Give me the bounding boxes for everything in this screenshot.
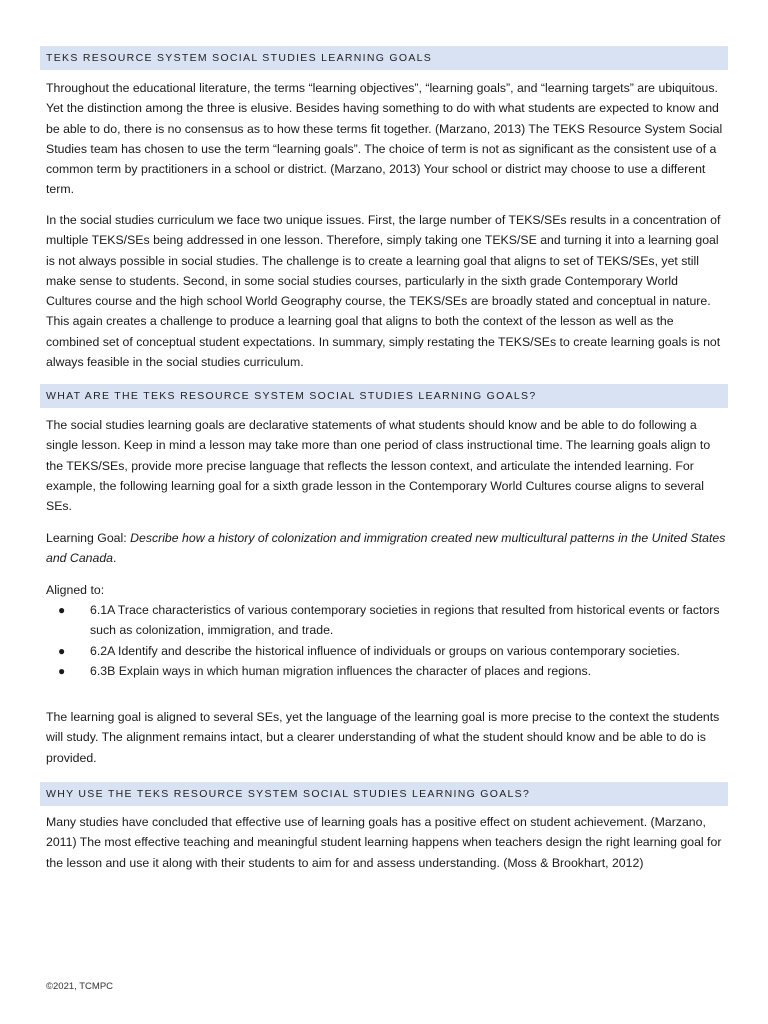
learning-goal-text: Describe how a history of colonization and immigration created new multicultural patterns in the United States and Canada — [46, 531, 726, 566]
paragraph-unique-issues: In the social studies curriculum we face two unique issues. First, the large number of TEKS/SEs results in a concentration of multiple TEKS/SEs being addressed in one lesson. Therefore, simply taking one TEKS/SE and turning it into a learning goal is not always possible in social studies. The challenge is to create a learning goal that aligns to set of TEKS/SEs, yet still make sense to students. Second, in some social studies courses, particularly in the sixth grade Contemporary World Cultures course and the high school World Geography course, the TEKS/SEs are broadly stated and conceptual in nature. This again creates a challenge to produce a learning goal that aligns to both the context of the lesson as well as the combined set of conceptual student expectations. In summary, simply restating the TEKS/SEs to create learning goals is not always feasible in the social studies curriculum. — [46, 213, 721, 370]
list-item — [46, 600, 726, 641]
aligned-se-list — [46, 600, 726, 681]
learning-goal-label: Learning Goal: — [46, 531, 127, 545]
aligned-se-text: 6.2A Identify and describe the historical influence of individuals or groups on various contemporary societies. — [90, 643, 680, 658]
section-heading-why-use: WHY USE THE TEKS RESOURCE SYSTEM SOCIAL STUDIES LEARNING GOALS? — [40, 782, 728, 806]
list-item — [46, 641, 726, 661]
aligned-to-label: Aligned to: — [46, 583, 105, 597]
section-heading-what-are: WHAT ARE THE TEKS RESOURCE SYSTEM SOCIAL STUDIES LEARNING GOALS? — [40, 384, 728, 408]
copyright-footer: ©2021, TCMPC — [46, 981, 114, 992]
section-heading-learning-goals: TEKS RESOURCE SYSTEM SOCIAL STUDIES LEARNING GOALS — [40, 46, 728, 70]
paragraph-terminology: Throughout the educational literature, the terms “learning objectives”, “learning goals”, and “learning targets” are ubiquitous. Yet the distinction among the three is elusive. Besides having something to do with what students are expected to know and be able to do, there is no consensus as to how these terms fit together. (Marzano, 2013) The TEKS Resource System Social Studies team has chosen to use the term “learning goals”. The choice of term is not as significant as the consistent use of a common term by practitioners in a school or district. (Marzano, 2013) Your school or district may choose to use a different term. — [46, 81, 723, 197]
bullet-icon: ● — [58, 603, 66, 617]
paragraph-why-use: Many studies have concluded that effective use of learning goals has a positive effect on student achievement. (Marzano, 2011) The most effective teaching and meaningful student learning happens when teachers design the right learning goal for the lesson and use it along with their students to aim for and assess understanding. (Moss & Brookhart, 2012) — [46, 815, 722, 870]
bullet-icon: ● — [58, 643, 66, 658]
learning-goal-period: . — [113, 551, 117, 566]
learning-goal-example — [46, 528, 726, 569]
aligned-se-text: 6.3B Explain ways in which human migration influences the character of places and regions. — [90, 663, 592, 678]
list-item — [46, 661, 726, 681]
paragraph-alignment-summary: The learning goal is aligned to several SEs, yet the language of the learning goal is more precise to the context the students will study. The alignment remains intact, but a clearer understanding of what the student should know and be able to do is provided. — [46, 710, 720, 765]
aligned-se-text: 6.1A Trace characteristics of various contemporary societies in regions that resulted from historical events or factors such as colonization, immigration, and trade. — [90, 603, 720, 638]
paragraph-definition: The social studies learning goals are declarative statements of what students should know and be able to do following a single lesson. Keep in mind a lesson may take more than one period of class instructional time. The learning goals align to the TEKS/SEs, provide more precise language that reflects the lesson context, and articulate the intended learning. For example, the following learning goal for a sixth grade lesson in the Contemporary World Cultures course aligns to several SEs. — [46, 418, 711, 514]
bullet-icon: ● — [58, 663, 66, 678]
